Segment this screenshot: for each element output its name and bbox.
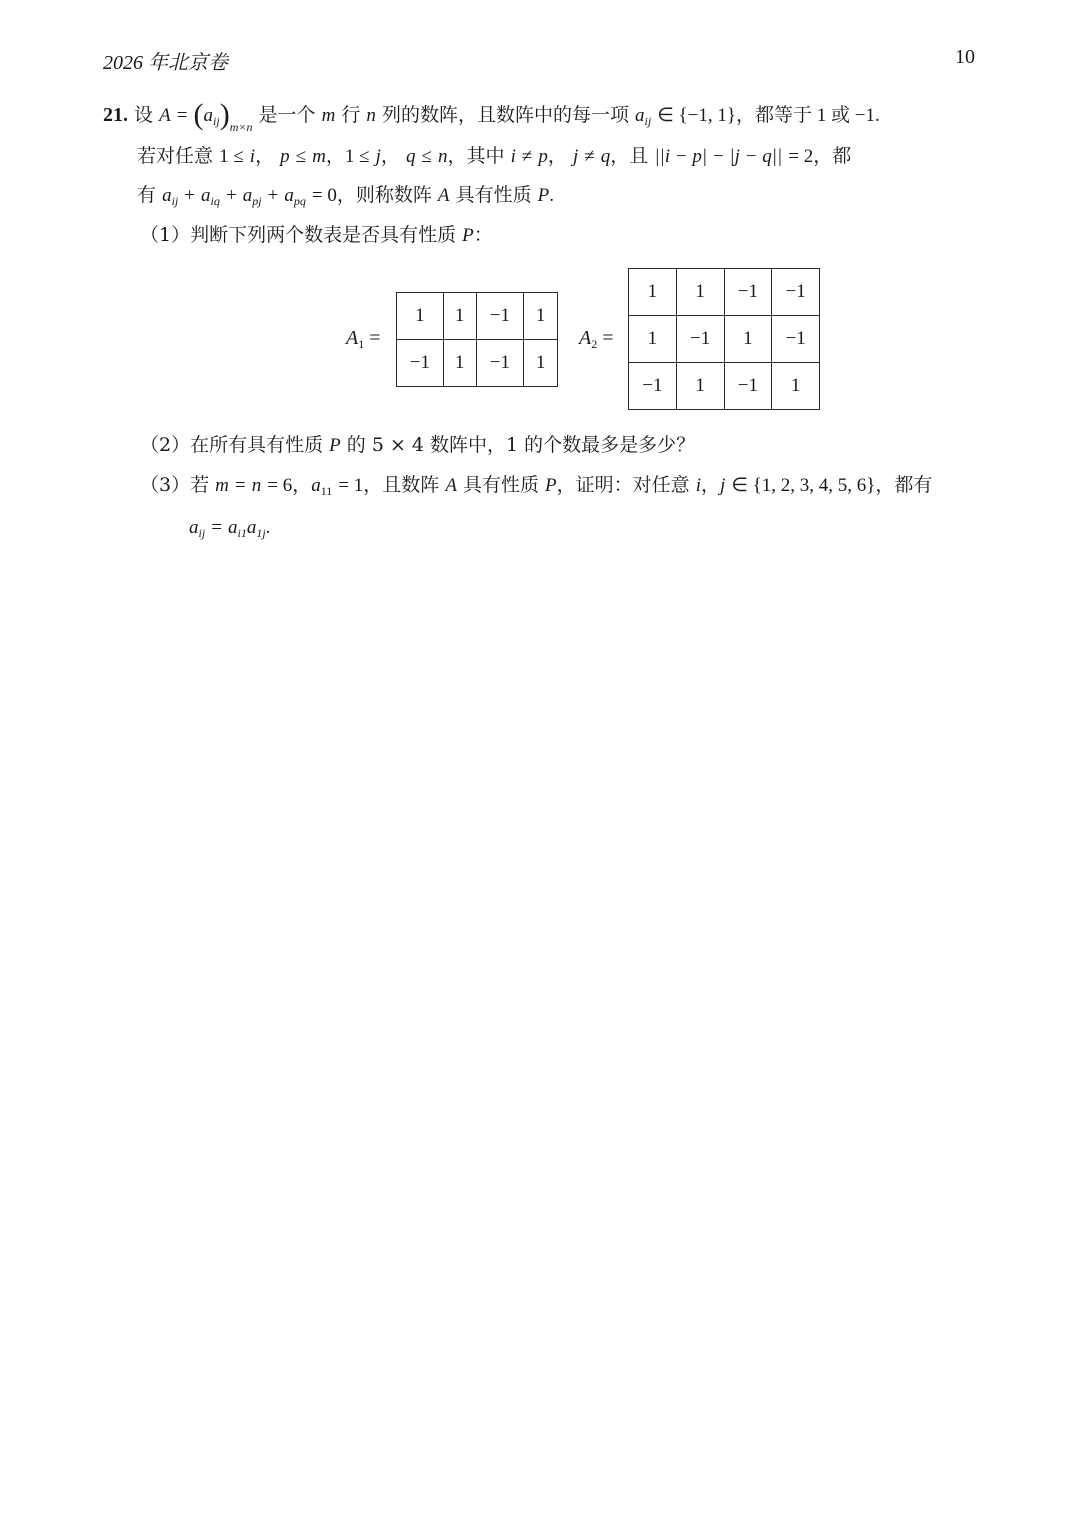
matrix-a2-table	[628, 268, 820, 410]
matrix-row	[397, 340, 558, 387]
matrix-cell: 1	[676, 363, 724, 410]
matrix-row	[629, 269, 820, 316]
part-3-text: （3）若 m = n = 6，$a_{11} = 1$，且数阵 A 具有性质 P，证明：对任意 i，j ∈ {1, 2, 3, 4, 5, 6}，都有	[140, 474, 933, 498]
matrix-row	[397, 293, 558, 340]
matrix-a2-label: $A_2$ =	[579, 327, 614, 351]
matrix-cell: −1	[724, 269, 772, 316]
matrix-cell: −1	[772, 269, 820, 316]
part-1-text: （1）判断下列两个数表是否具有性质 P：	[140, 224, 493, 246]
matrix-cell: 1	[676, 269, 724, 316]
header-title: 2026 年北京卷	[103, 52, 228, 74]
question-line-1: 21. 设 $A = (a_{ij})_{m\times n}$ 是一个 m 行 n 列的数阵，且数阵中的每一项 $a_{ij}$ ∈ {−1, 1}，都等于 1 或 −1.	[103, 98, 880, 134]
matrix-cell: −1	[676, 316, 724, 363]
question-number: 21.	[103, 104, 128, 126]
matrix-cell: 1	[443, 340, 476, 387]
matrix-cell: 1	[397, 293, 444, 340]
question-line-2: 若对任意 1 ≤ i， p ≤ m，1 ≤ j， q ≤ n，其中 i ≠ p， j ≠ q，且 ||i − p| − |j − q|| = 2，都	[137, 145, 852, 167]
matrix-cell: −1	[476, 293, 524, 340]
page-number: 10	[955, 46, 975, 68]
matrix-cell: 1	[524, 293, 558, 340]
matrix-cell: −1	[724, 363, 772, 410]
matrix-row	[629, 363, 820, 410]
matrix-cell: −1	[772, 316, 820, 363]
matrix-a1-label: $A_1$ =	[346, 327, 381, 351]
matrix-cell: −1	[476, 340, 524, 387]
matrix-cell: 1	[772, 363, 820, 410]
part-3-formula: $a_{ij} = a_{i1}a_{1j}$.	[189, 517, 271, 540]
matrix-a1-table	[396, 292, 558, 387]
question-line-3: 有 $a_{ij} + a_{iq} + a_{pj} + a_{pq} = 0$，则称数阵 A 具有性质 P.	[137, 184, 554, 208]
part-2-text: （2）在所有具有性质 P 的 5 × 4 数阵中，1 的个数最多是多少？	[140, 434, 696, 456]
matrix-cell: 1	[524, 340, 558, 387]
matrix-cell: 1	[443, 293, 476, 340]
matrix-cell: 1	[629, 269, 677, 316]
matrix-cell: 1	[629, 316, 677, 363]
matrix-cell: −1	[397, 340, 444, 387]
matrix-row	[629, 316, 820, 363]
matrix-cell: 1	[724, 316, 772, 363]
matrix-cell: −1	[629, 363, 677, 410]
